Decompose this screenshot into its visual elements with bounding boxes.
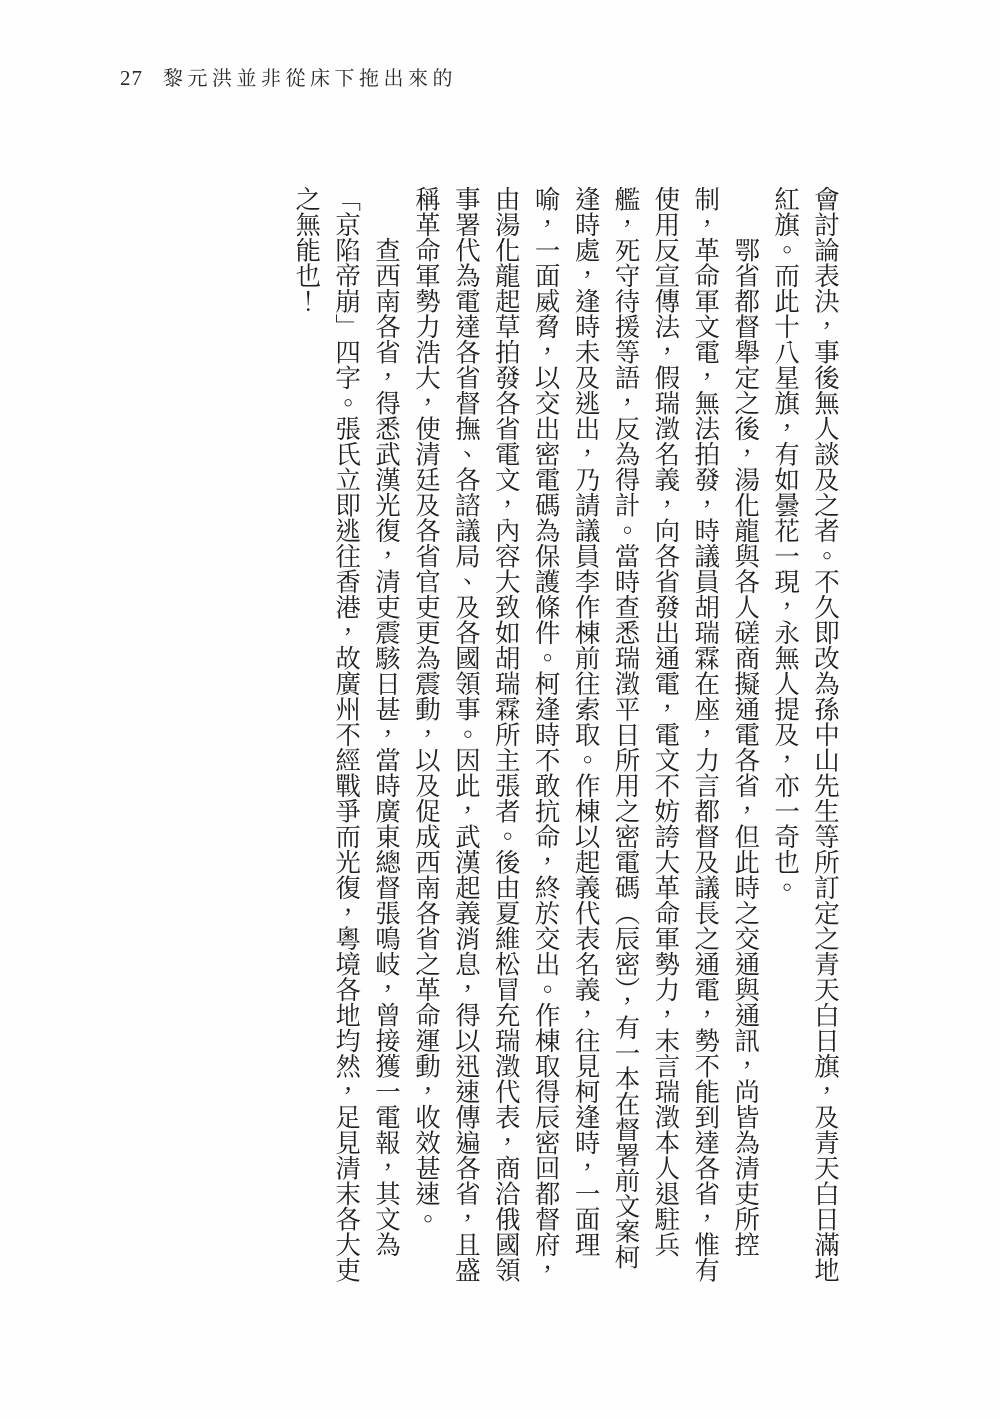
- running-header: [120, 62, 457, 91]
- paragraph-southwest-provinces: 查西南各省，得悉武漢光復，清吏震駭日甚，當時廣東總督張鳴岐，曾接獲一電報，其文為「京陷帝崩」四字。張氏立即逃往香港，故廣州不經戰爭而光復，粵境各地均然，足見清末各大吏之無能也！: [292, 186, 402, 1283]
- paragraph-continuation: 會討論表決，事後無人談及之者。不久即改為孫中山先生等所訂定之青天白日旗，及青天白日滿地紅旗。而此十八星旗，有如曇花一現，永無人提及，亦一奇也。: [771, 186, 840, 1283]
- body-text-block: [286, 186, 845, 1283]
- paragraph-telegram-scheme: 鄂省都督舉定之後，湯化龍與各人磋商擬通電各省，但此時之交通與通訊，尚皆為清吏所控制，革命軍文電，無法拍發，時議員胡瑞霖在座，力言都督及議長之通電，勢不能到達各省，惟有使用反宣傳法，假瑞澂名義，向各省發出通電，電文不妨誇大革命軍勢力，末言瑞澂本人退駐兵艦，死守待援等語，反為得計。當時查悉瑞澂平日所用之密電碼（辰密），有一本在督署前文案柯逢時處，逢時未及逃出，乃請議員李作棟前往索取。作棟以起義代表名義，往見柯逢時，一面理喻，一面威脅，以交出密電碼為保護條件。柯逢時不敢抗命，終於交出。作棟取得辰密回都督府，由湯化龍起草拍發各省電文，內容大致如胡瑞霖所主張者。後由夏維松冒充瑞澂代表，商洽俄國領事署代為電達各省督撫、各諮議局、及各國領事。因此，武漢起義消息，得以迅速傳遍各省，且盛稱革命軍勢力浩大，使清廷及各省官吏更為震動，以及促成西南各省之革命運動，收效甚速。: [411, 186, 761, 1283]
- chapter-title: 黎元洪並非從床下拖出來的: [163, 68, 457, 90]
- page-number: 27: [120, 66, 143, 90]
